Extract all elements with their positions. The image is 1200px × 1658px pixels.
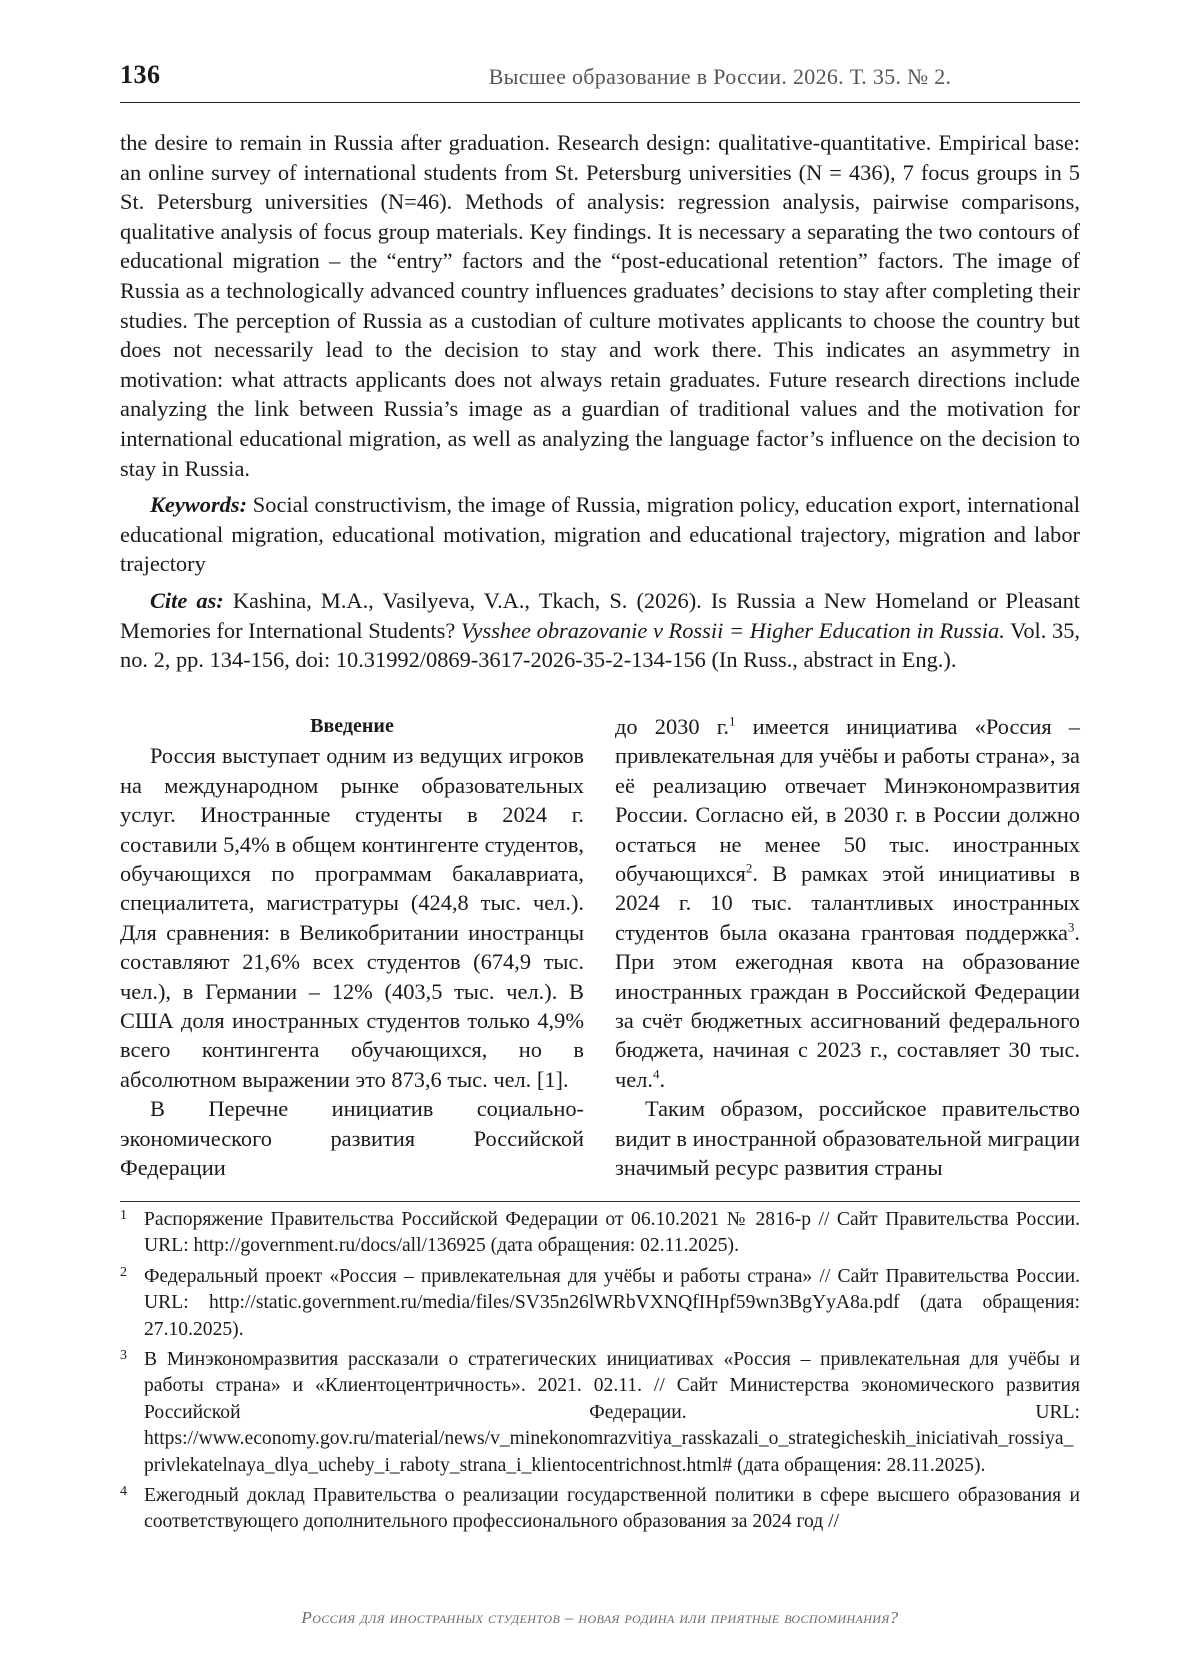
journal-title: Высшее образование в России. 2026. Т. 35. № 2. — [488, 64, 952, 89]
paragraph-2-continued — [615, 712, 1080, 1094]
citation — [120, 586, 1080, 675]
footnote-text: В Минэкономразвития рассказали о стратегических инициативах «Россия – привлекательная для учёбы и работы страна» и «Клиентоцентричность». 2021. 02.11. // Сайт Министерства экономического развития Российской Федерации. URL: https://www.economy.gov.ru/material/news/v_minekonomrazvitiya_rasskazali_o_strategicheskih_iniciativah_rossiya_privlekatelnaya_dlya_ucheby_i_raboty_strana_i_klientocentrichnost.html# (дата обращения: 28.11.2025). — [144, 1349, 1080, 1476]
section-heading: Введение — [310, 715, 394, 737]
p2-part-d: . При этом ежегодная квота на образование иностранных граждан в Российской Федерации за счёт бюджетных ассигнований федерального бюджета, начиная с 2023 г., составляет 30 тыс. чел. — [615, 919, 1080, 1092]
p2-part-e: . — [659, 1066, 666, 1092]
page-number: 136 — [120, 60, 161, 89]
footnote-divider — [120, 1201, 1080, 1202]
footnote — [120, 1483, 1080, 1536]
footnote-ref-3[interactable]: 3 — [1067, 919, 1075, 935]
footnote-number: 1 — [120, 1208, 127, 1223]
p2-part-c: . В рамках этой инициативы в 2024 г. 10 тыс. талантливых иностранных студентов была оказана грантовая поддержка — [615, 861, 1080, 945]
abstract-text: the desire to remain in Russia after graduation. Research design: qualitative-quantitative. Empirical base: an online survey of international students from St. Petersburg universities (N = 436), 7 focus groups in 5 St. Petersburg universities (N=46). Methods of analysis: regression analysis, pairwise comparisons, qualitative analysis of focus group materials. Key findings. It is necessary a separating the two contours of educational migration – the “entry” factors and the “post-educational retention” factors. The image of Russia as a technologically advanced country influences graduates’ decisions to stay after completing their studies. The perception of Russia as a custodian of culture motivates applicants to choose the country but does not necessarily lead to the decision to stay and work there. This indicates an asymmetry in motivation: what attracts applicants does not always retain graduates. Future research directions include analyzing the link between Russia’s image as a guardian of traditional values and the motivation for international educational migration, as well as analyzing the language factor’s influence on the decision to stay in Russia. — [120, 130, 1080, 481]
keywords — [120, 490, 1080, 579]
paragraph-1: Россия выступает одним из ведущих игроков на международном рынке образовательных услуг. Иностранные студенты в 2024 г. составили 5,4% в общем контингенте студентов, обучающихся по программам бакалавриата, специалитета, магистратуры (424,8 тыс. чел.). Для сравнения: в Великобритании иностранцы составляют 21,6% всех студентов (674,9 тыс. чел.), в Германии – 12% (403,5 тыс. чел.). В США доля иностранных студентов только 4,9% всего контингента обучающихся, но в абсолютном выражении это 873,6 тыс. чел. [1]. — [120, 743, 584, 1092]
paragraph-2-start: В Перечне инициатив социально-экономического развития Российской Федерации — [120, 1096, 584, 1181]
footnote-text: Ежегодный доклад Правительства о реализации государственной политики в сфере высшего образования и соответствующего дополнительного профессионального образования за 2024 год // — [144, 1485, 1080, 1533]
footnote-number: 2 — [120, 1264, 127, 1280]
page-header — [120, 58, 1080, 103]
p2-part-b: имеется инициатива «Россия – привлекательная для учёбы и работы страна», за её реализацию отвечает Минэкономразвития России. Согласно ей, в 2030 г. в России должно остаться не менее 50 тыс. иностранных обучающихся — [615, 714, 1080, 887]
cite-journal: Vysshee obrazovanie v Rossii = Higher Education in Russia. — [460, 617, 1005, 643]
cite-rest: Vol. 35, no. 2, pp. 134-156, doi: 10.31992/0869-3617-2026-35-2-134-156 (In Russ., abstract in Eng.). — [120, 617, 1080, 673]
left-column — [120, 712, 584, 1183]
footnote — [120, 1207, 1080, 1260]
footnote-number: 3 — [120, 1348, 127, 1364]
footnote — [120, 1264, 1080, 1343]
cite-label: Cite as: — [150, 587, 224, 613]
keywords-label: Keywords: — [150, 492, 248, 518]
footnotes — [120, 1207, 1080, 1540]
running-title-footer: Россия для иностранных студентов – новая родина или приятные воспоминания? — [301, 1608, 899, 1627]
footnote-ref-4[interactable]: 4 — [652, 1066, 660, 1082]
keywords-text: Social constructivism, the image of Russia, migration policy, education export, international educational migration, educational motivation, migration and educational trajectory, migration and labor trajectory — [120, 492, 1080, 577]
footnote-text: Федеральный проект «Россия – привлекательная для учёбы и работы страна» // Сайт Правительства России. URL: http://static.government.ru/media/files/SV35n26lWRbVXNQfIHpf59wn3BgYyA8a.pdf (дата обращения: 27.10.2025). — [144, 1265, 1080, 1340]
paragraph-3: Таким образом, российское правительство видит в иностранной образовательной миграции значимый ресурс развития страны — [615, 1096, 1080, 1181]
footnote-ref-2[interactable]: 2 — [745, 860, 753, 876]
abstract-block — [120, 128, 1080, 675]
p2-part-a: до 2030 г. — [615, 714, 729, 739]
cite-authors: Kashina, M.A., Vasilyeva, V.A., Tkach, S. (2026). Is Russia a New Homeland or Pleasant Memories for International Students? — [120, 587, 1080, 643]
footnote-number: 4 — [120, 1484, 127, 1500]
footnote — [120, 1347, 1080, 1479]
footnote-text: Распоряжение Правительства Российской Федерации от 06.10.2021 № 2816-р // Сайт Правительства России. URL: http://government.ru/docs/all/136925 (дата обращения: 02.11.2025). — [144, 1209, 1080, 1257]
right-column — [615, 712, 1080, 1183]
footnote-ref-1[interactable]: 1 — [729, 713, 736, 729]
